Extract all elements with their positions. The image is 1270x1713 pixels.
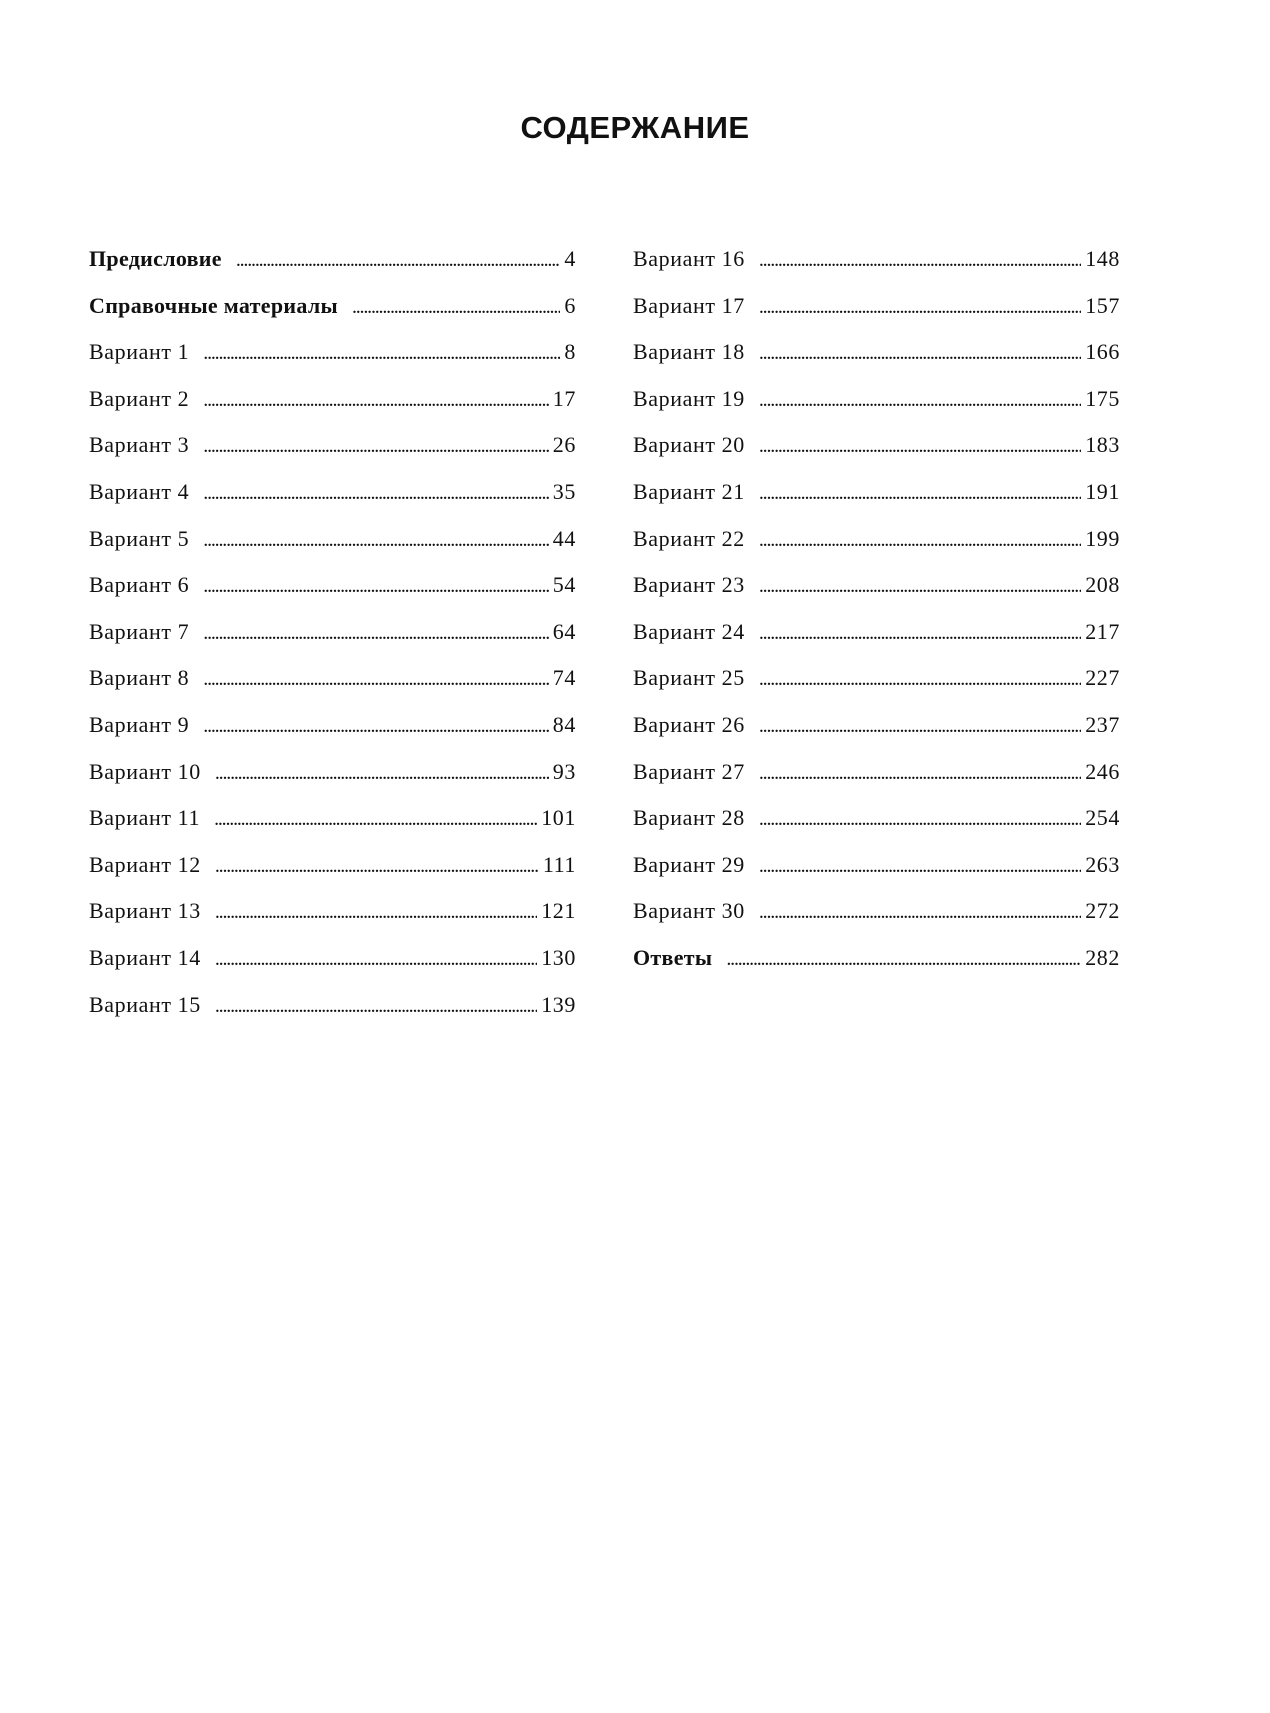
toc-entry	[89, 572, 576, 619]
toc-entry-label: Вариант 1	[89, 339, 190, 365]
toc-entry	[633, 293, 1120, 340]
toc-dot-leader	[759, 808, 1081, 831]
toc-entry-page-number: 217	[1085, 618, 1120, 644]
toc-dot-leader	[203, 529, 549, 552]
toc-entry-page-number: 6	[564, 292, 576, 318]
toc-entry-label: Вариант 19	[633, 385, 745, 411]
page-title: СОДЕРЖАНИЕ	[520, 110, 750, 145]
toc-entry	[89, 479, 576, 526]
toc-dot-leader	[203, 435, 549, 458]
toc-entry-label: Вариант 30	[633, 898, 745, 924]
toc-dot-leader	[203, 668, 549, 691]
toc-entry-label: Вариант 6	[89, 572, 190, 598]
toc-entry	[633, 852, 1120, 899]
toc-entry-page-number: 130	[541, 944, 576, 970]
toc-entry-page-number: 54	[552, 572, 576, 598]
toc-dot-leader	[759, 715, 1081, 738]
toc-dot-leader	[726, 948, 1081, 971]
toc-entry-page-number: 17	[552, 385, 576, 411]
toc-dot-leader	[759, 342, 1081, 365]
toc-entry	[89, 992, 576, 1039]
toc-entry-page-number: 35	[552, 478, 576, 504]
toc-entry-label: Вариант 25	[633, 665, 745, 691]
toc-entry-page-number: 191	[1085, 478, 1120, 504]
toc-entry-label: Вариант 11	[89, 805, 201, 831]
toc-entry-label: Вариант 28	[633, 805, 745, 831]
toc-entry	[633, 339, 1120, 386]
toc-dot-leader	[215, 948, 537, 971]
toc-entry-page-number: 121	[541, 898, 576, 924]
toc-entry-page-number: 101	[541, 805, 576, 831]
toc-entry-page-number: 183	[1085, 432, 1120, 458]
toc-entry-label: Вариант 4	[89, 478, 190, 504]
toc-entry-label: Вариант 13	[89, 898, 201, 924]
toc-entry-page-number: 208	[1085, 572, 1120, 598]
toc-entry-page-number: 246	[1085, 758, 1120, 784]
toc-dot-leader	[214, 808, 537, 831]
toc-entry	[633, 572, 1120, 619]
toc-entry-label: Справочные материалы	[89, 292, 338, 318]
toc-entry	[633, 619, 1120, 666]
toc-entry	[633, 898, 1120, 945]
toc-column-right	[633, 246, 1120, 992]
toc-entry-label: Вариант 22	[633, 525, 745, 551]
toc-dot-leader	[759, 575, 1081, 598]
toc-entry	[89, 759, 576, 806]
toc-entry-page-number: 282	[1085, 944, 1120, 970]
toc-dot-leader	[203, 622, 549, 645]
toc-entry	[89, 898, 576, 945]
toc-dot-leader	[215, 855, 539, 878]
toc-entry	[633, 712, 1120, 759]
toc-entry-page-number: 84	[552, 711, 576, 737]
toc-entry-label: Вариант 17	[633, 292, 745, 318]
toc-entry-label: Вариант 29	[633, 851, 745, 877]
toc-entry	[89, 945, 576, 992]
toc-entry	[89, 432, 576, 479]
toc-entry-page-number: 64	[552, 618, 576, 644]
toc-entry-page-number: 111	[542, 851, 576, 877]
toc-entry	[633, 526, 1120, 573]
toc-entry-label: Вариант 21	[633, 478, 745, 504]
toc-entry	[633, 759, 1120, 806]
toc-entry	[89, 852, 576, 899]
toc-entry-label: Вариант 15	[89, 991, 201, 1017]
toc-entry	[633, 805, 1120, 852]
toc-dot-leader	[203, 482, 549, 505]
toc-entry	[89, 293, 576, 340]
toc-dot-leader	[203, 389, 549, 412]
toc-entry	[89, 246, 576, 293]
toc-entry-label: Вариант 14	[89, 944, 201, 970]
toc-dot-leader	[203, 342, 560, 365]
toc-dot-leader	[759, 389, 1081, 412]
toc-entry-label: Вариант 12	[89, 851, 201, 877]
toc-entry-page-number: 148	[1085, 246, 1120, 271]
toc-entry-page-number: 175	[1085, 385, 1120, 411]
toc-entry-label: Ответы	[633, 944, 713, 970]
toc-dot-leader	[759, 668, 1081, 691]
toc-dot-leader	[759, 762, 1081, 785]
toc-entry	[89, 805, 576, 852]
toc-entry-page-number: 157	[1085, 292, 1120, 318]
toc-column-left	[89, 246, 576, 1038]
toc-dot-leader	[759, 529, 1081, 552]
toc-entry	[633, 665, 1120, 712]
toc-entry-label: Вариант 7	[89, 618, 190, 644]
toc-entry-label: Вариант 23	[633, 572, 745, 598]
toc-dot-leader	[203, 715, 549, 738]
toc-entry-label: Предисловие	[89, 246, 222, 271]
toc-entry	[633, 479, 1120, 526]
toc-entry-page-number: 199	[1085, 525, 1120, 551]
toc-entry-page-number: 74	[552, 665, 576, 691]
toc-entry-page-number: 139	[541, 991, 576, 1017]
toc-entry	[633, 386, 1120, 433]
toc-entry-page-number: 166	[1085, 339, 1120, 365]
toc-dot-leader	[215, 995, 537, 1018]
toc-entry-page-number: 93	[552, 758, 576, 784]
toc-dot-leader	[215, 762, 549, 785]
toc-entry	[89, 339, 576, 386]
toc-entry-label: Вариант 20	[633, 432, 745, 458]
toc-entry	[89, 665, 576, 712]
toc-dot-leader	[759, 901, 1081, 924]
toc-entry-label: Вариант 27	[633, 758, 745, 784]
toc-dot-leader	[236, 249, 561, 272]
toc-entry	[89, 526, 576, 573]
toc-entry-label: Вариант 16	[633, 246, 745, 271]
toc-entry-page-number: 263	[1085, 851, 1120, 877]
toc-entry-page-number: 4	[564, 246, 576, 271]
toc-entry-label: Вариант 3	[89, 432, 190, 458]
toc-dot-leader	[203, 575, 549, 598]
toc-entry-label: Вариант 18	[633, 339, 745, 365]
toc-dot-leader	[759, 296, 1081, 319]
toc-entry-label: Вариант 5	[89, 525, 190, 551]
toc-entry-label: Вариант 24	[633, 618, 745, 644]
toc-entry	[633, 945, 1120, 992]
toc-entry	[89, 386, 576, 433]
toc-entry	[633, 432, 1120, 479]
toc-dot-leader	[759, 622, 1081, 645]
toc-dot-leader	[215, 901, 537, 924]
toc-dot-leader	[352, 296, 560, 319]
toc-dot-leader	[759, 249, 1081, 272]
toc-entry-page-number: 237	[1085, 711, 1120, 737]
toc-entry-page-number: 227	[1085, 665, 1120, 691]
toc-entry-page-number: 254	[1085, 805, 1120, 831]
toc-entry	[633, 246, 1120, 293]
toc-entry-label: Вариант 10	[89, 758, 201, 784]
toc-dot-leader	[759, 482, 1081, 505]
toc-entry-label: Вариант 8	[89, 665, 190, 691]
toc-dot-leader	[759, 435, 1081, 458]
toc-entry	[89, 712, 576, 759]
toc-entry-label: Вариант 26	[633, 711, 745, 737]
toc-entry-label: Вариант 2	[89, 385, 190, 411]
toc-dot-leader	[759, 855, 1081, 878]
toc-entry-page-number: 8	[564, 339, 576, 365]
toc-entry-page-number: 272	[1085, 898, 1120, 924]
toc-entry	[89, 619, 576, 666]
toc-entry-label: Вариант 9	[89, 711, 190, 737]
toc-entry-page-number: 44	[552, 525, 576, 551]
toc-entry-page-number: 26	[552, 432, 576, 458]
